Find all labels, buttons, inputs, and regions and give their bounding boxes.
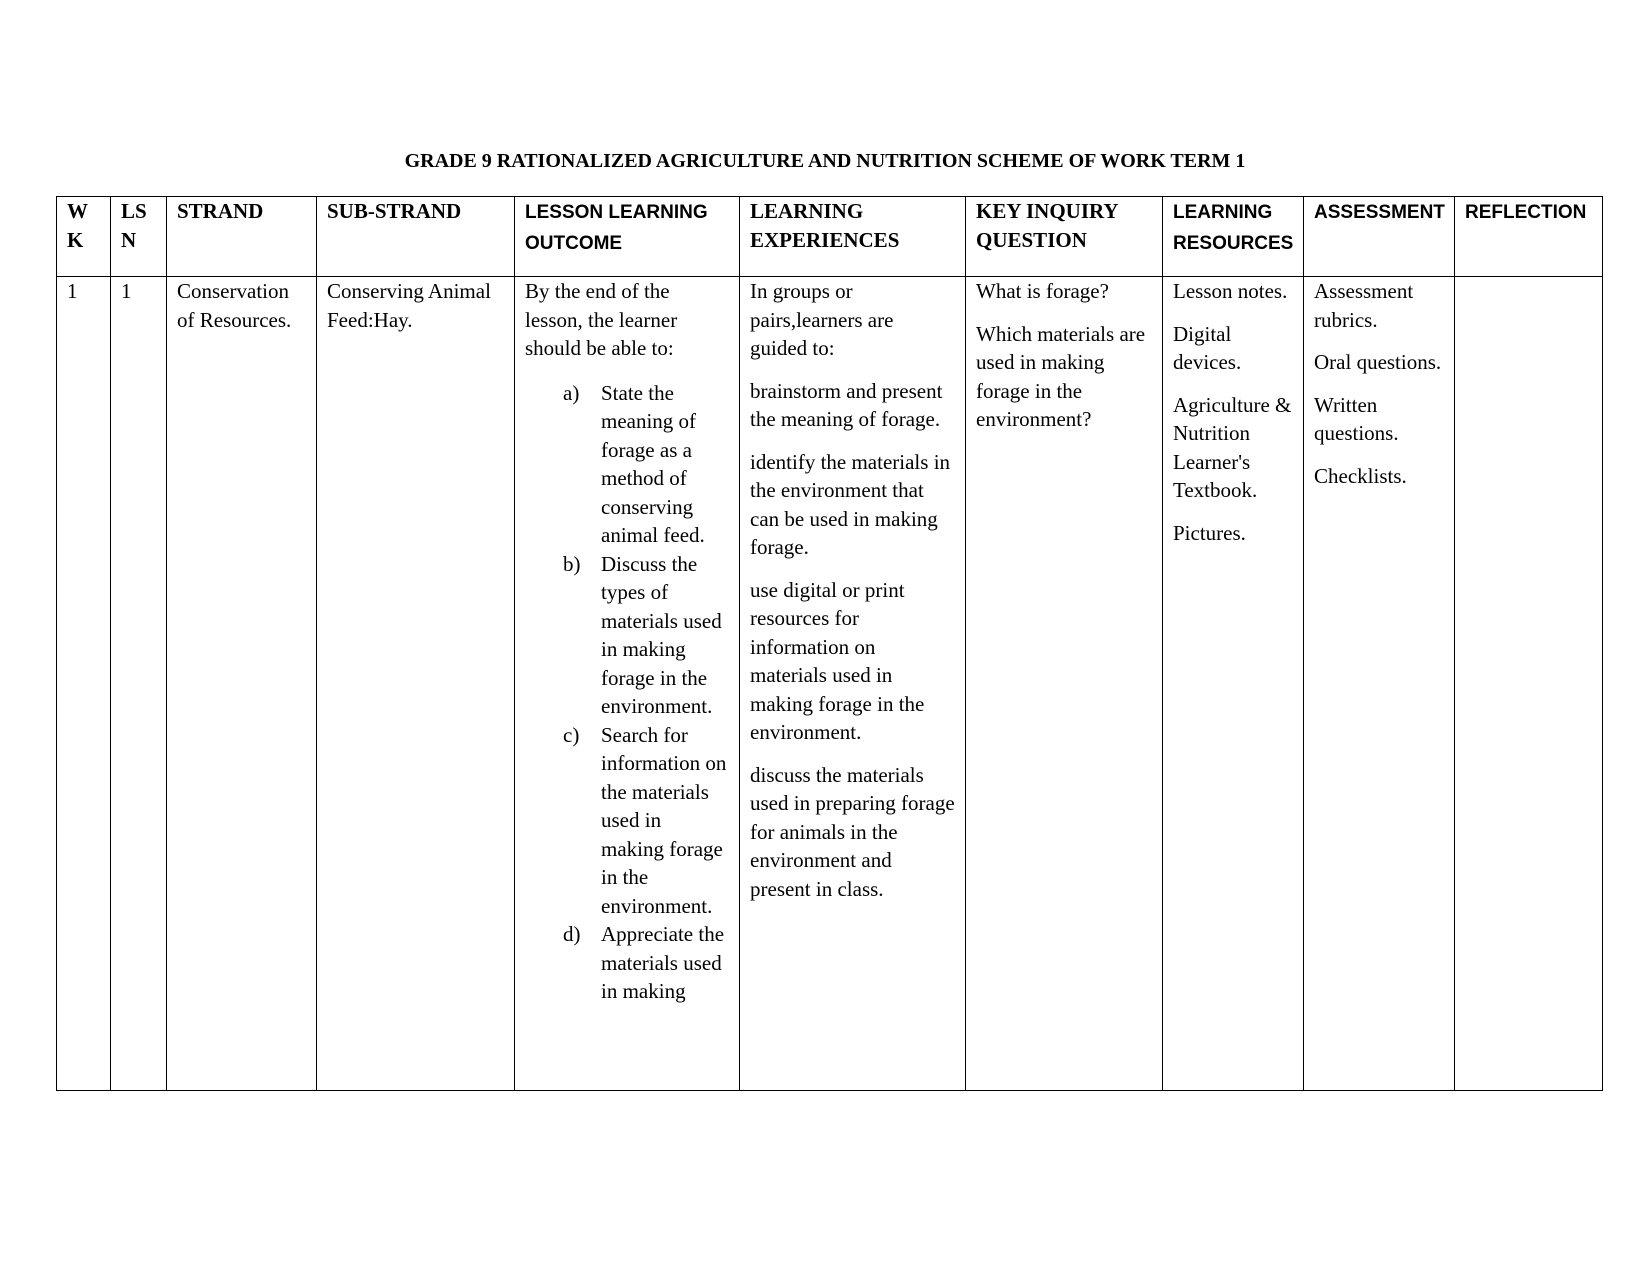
list-marker: d) — [563, 922, 581, 946]
experience-item: brainstorm and present the meaning of forage. — [750, 378, 943, 431]
outcome-text: Discuss the types of materials used in making forage in the environment. — [601, 551, 722, 718]
cell-assessment — [1304, 277, 1455, 1091]
header-learning-resources: LEARNING RESOURCES — [1163, 197, 1304, 277]
header-lesson-learning-outcome: LESSON LEARNING OUTCOME — [515, 197, 740, 277]
assessment-item: Oral questions. — [1314, 350, 1442, 374]
list-item — [563, 550, 729, 721]
cell-sub-strand: Conserving Animal Feed:Hay. — [317, 277, 515, 1091]
experience-item: identify the materials in the environment that can be used in making forage. — [750, 449, 951, 559]
outcome-text: State the meaning of forage as a method of conserving animal feed. — [601, 380, 705, 547]
assessment-item: Written questions. — [1314, 392, 1399, 445]
cell-learning-resources — [1163, 277, 1304, 1091]
outcome-intro: By the end of the lesson, the learner should be able to: — [525, 279, 678, 360]
resource-item: Agriculture & Nutrition Learner's Textbook. — [1173, 392, 1292, 502]
header-sub-strand: SUB-STRAND — [317, 197, 515, 277]
experience-item: In groups or pairs,learners are guided to: — [750, 279, 894, 360]
inquiry-item: Which materials are used in making forage in the environment? — [976, 321, 1146, 431]
list-marker: a) — [563, 380, 580, 405]
header-assessment: ASSESSMENT — [1304, 197, 1455, 277]
cell-key-inquiry-question — [966, 277, 1163, 1091]
header-wk: W K — [57, 197, 111, 277]
cell-wk: 1 — [57, 277, 111, 1091]
inquiry-item: What is forage? — [976, 279, 1109, 303]
header-key-inquiry-question: KEY INQUIRY QUESTION — [966, 197, 1163, 277]
cell-strand: Conservation of Resources. — [167, 277, 317, 1091]
table-row — [57, 277, 1603, 1091]
list-item — [563, 379, 729, 550]
resource-item: Digital devices. — [1173, 321, 1242, 374]
scheme-of-work-table — [56, 196, 1603, 1091]
cell-lesson-learning-outcome — [515, 277, 740, 1091]
header-reflection: REFLECTION — [1455, 197, 1603, 277]
assessment-item: Assessment rubrics. — [1314, 279, 1414, 332]
outcome-list — [525, 379, 729, 1006]
resource-item: Pictures. — [1173, 520, 1246, 545]
header-lsn: LS N — [111, 197, 167, 277]
list-item — [563, 920, 729, 1006]
outcome-text: Search for information on the materials used in making forage in the environment. — [601, 722, 727, 918]
header-row — [57, 197, 1603, 277]
header-strand: STRAND — [167, 197, 317, 277]
cell-reflection — [1455, 277, 1603, 1091]
assessment-item: Checklists. — [1314, 463, 1407, 488]
list-marker: c) — [563, 722, 580, 747]
outcome-text: Appreciate the materials used in making — [601, 922, 725, 1003]
resource-item: Lesson notes. — [1173, 279, 1288, 303]
header-learning-experiences: LEARNING EXPERIENCES — [740, 197, 966, 277]
experience-item: use digital or print resources for information on materials used in making forage in the environment. — [750, 577, 925, 744]
cell-learning-experiences — [740, 277, 966, 1091]
experience-item: discuss the materials used in preparing forage for animals in the environment and present in class. — [750, 762, 955, 901]
document-title: GRADE 9 RATIONALIZED AGRICULTURE AND NUTRITION SCHEME OF WORK TERM 1 — [404, 150, 1246, 172]
cell-lsn: 1 — [111, 277, 167, 1091]
list-marker: b) — [563, 551, 581, 576]
list-item — [563, 721, 729, 921]
